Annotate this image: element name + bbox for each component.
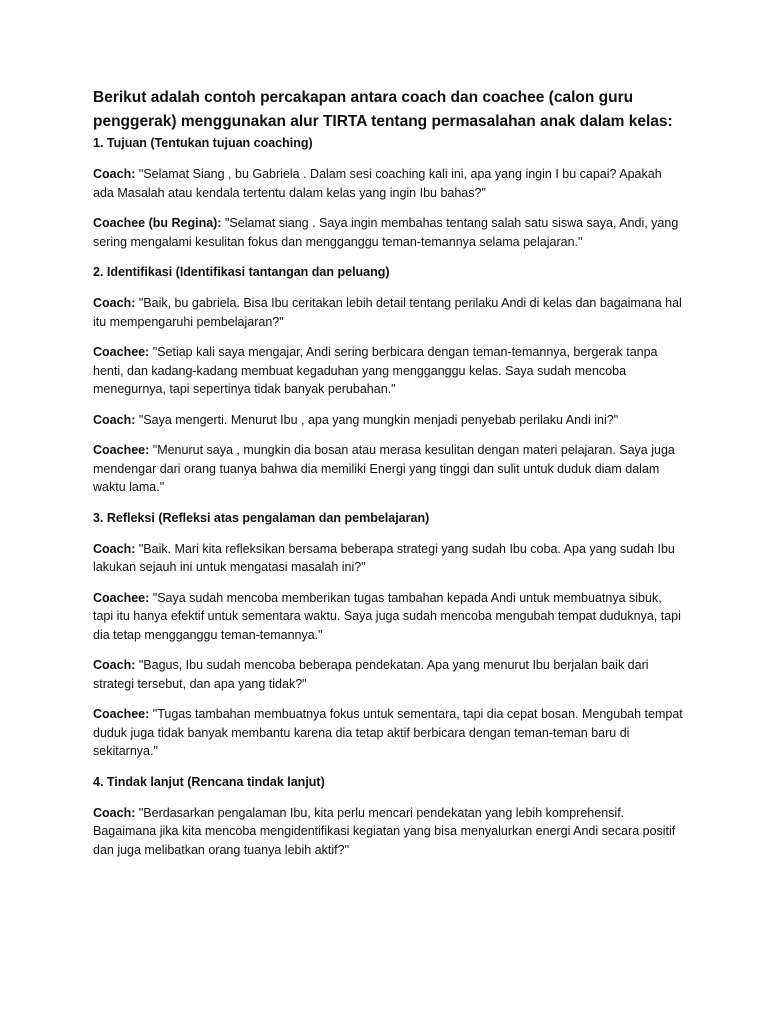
dialogue-turn bbox=[93, 705, 683, 761]
speaker-label: Coach: bbox=[93, 658, 136, 672]
dialogue-turn bbox=[93, 441, 683, 497]
section-heading-refleksi: 3. Refleksi (Refleksi atas pengalaman dan pembelajaran) bbox=[93, 510, 430, 525]
speaker-label: Coach: bbox=[93, 296, 136, 310]
turn-text: "Tugas tambahan membuatnya fokus untuk sementara, tapi dia cepat bosan. Mengubah tempat duduk juga tidak banyak membantu karena dia tetap aktif berbicara dengan teman-teman baru di sekitarnya." bbox=[93, 707, 683, 758]
dialogue-turn bbox=[93, 804, 683, 860]
dialogue-turn bbox=[93, 540, 683, 577]
dialogue-turn bbox=[93, 411, 683, 430]
turn-text: "Baik. Mari kita refleksikan bersama beberapa strategi yang sudah Ibu coba. Apa yang sudah Ibu lakukan sejauh ini untuk mengatasi masalah ini?" bbox=[93, 541, 675, 574]
dialogue-turn bbox=[93, 165, 683, 202]
speaker-label: Coachee: bbox=[93, 443, 150, 457]
turn-text: "Baik, bu gabriela. Bisa Ibu ceritakan lebih detail tentang perilaku Andi di kelas dan bagaimana hal itu mempengaruhi pembelajaran?" bbox=[93, 296, 682, 329]
dialogue-turn bbox=[93, 343, 683, 399]
turn-text: "Saya sudah mencoba memberikan tugas tambahan kepada Andi untuk membuatnya sibuk, tapi itu hanya efektif untuk sementara waktu. Saya juga sudah mencoba mengubah tempat duduknya, tapi dia tetap mengganggu teman-temannya." bbox=[93, 590, 681, 642]
turn-text: "Berdasarkan pengalaman Ibu, kita perlu mencari pendekatan yang lebih komprehensif. Bagaimana jika kita mencoba mengidentifikasi kegiatan yang bisa menyalurkan energi Andi secara positif dan juga melibatkan orang tuanya lebih aktif?" bbox=[93, 805, 676, 857]
speaker-label: Coachee: bbox=[93, 345, 150, 359]
turn-text: "Setiap kali saya mengajar, Andi sering berbicara dengan teman-temannya, bergerak tanpa henti, dan kadang-kadang membuat kegaduhan yang mengganggu kelas. Saya sudah mencoba menegurnya, tapi sepertinya tidak banyak perubahan." bbox=[93, 345, 658, 396]
speaker-label: Coach: bbox=[93, 805, 136, 820]
speaker-label: Coach: bbox=[93, 167, 136, 181]
section-heading-tujuan: 1. Tujuan (Tentukan tujuan coaching) bbox=[93, 136, 313, 150]
speaker-label: Coachee (bu Regina): bbox=[93, 216, 222, 230]
turn-text: "Saya mengerti. Menurut Ibu , apa yang mungkin menjadi penyebab perilaku Andi ini?" bbox=[135, 412, 619, 427]
turn-text: "Selamat siang . Saya ingin membahas tentang salah satu siswa saya, Andi, yang sering mengalami kesulitan fokus dan mengganggu teman-temannya selama pelajaran." bbox=[93, 216, 679, 249]
dialogue-turn bbox=[93, 214, 683, 251]
section-heading-tindak-lanjut: 4. Tindak lanjut (Rencana tindak lanjut) bbox=[93, 774, 325, 789]
dialogue-turn bbox=[93, 294, 683, 331]
speaker-label: Coach: bbox=[93, 541, 136, 556]
turn-text: "Bagus, Ibu sudah mencoba beberapa pendekatan. Apa yang menurut Ibu berjalan baik dari strategi tersebut, dan apa yang tidak?" bbox=[93, 658, 649, 691]
document-page bbox=[93, 86, 683, 871]
document-title: Berikut adalah contoh percakapan antara coach dan coachee (calon guru penggerak) menggunakan alur TIRTA tentang permasalahan anak dalam kelas: bbox=[93, 89, 673, 130]
speaker-label: Coach: bbox=[93, 412, 136, 427]
speaker-label: Coachee: bbox=[93, 590, 150, 605]
section-heading-identifikasi: 2. Identifikasi (Identifikasi tantangan dan peluang) bbox=[93, 265, 390, 279]
speaker-label: Coachee: bbox=[93, 707, 150, 721]
turn-text: "Menurut saya , mungkin dia bosan atau merasa kesulitan dengan materi pelajaran. Saya juga mendengar dari orang tuanya bahwa dia memiliki Energi yang tinggi dan sulit untuk duduk diam dalam waktu lama." bbox=[93, 443, 675, 494]
dialogue-turn bbox=[93, 589, 683, 645]
turn-text: "Selamat Siang , bu Gabriela . Dalam sesi coaching kali ini, apa yang ingin I bu capai? Apakah ada Masalah atau kendala tertentu dalam kelas yang ingin Ibu bahas?" bbox=[93, 167, 662, 200]
dialogue-turn bbox=[93, 656, 683, 693]
